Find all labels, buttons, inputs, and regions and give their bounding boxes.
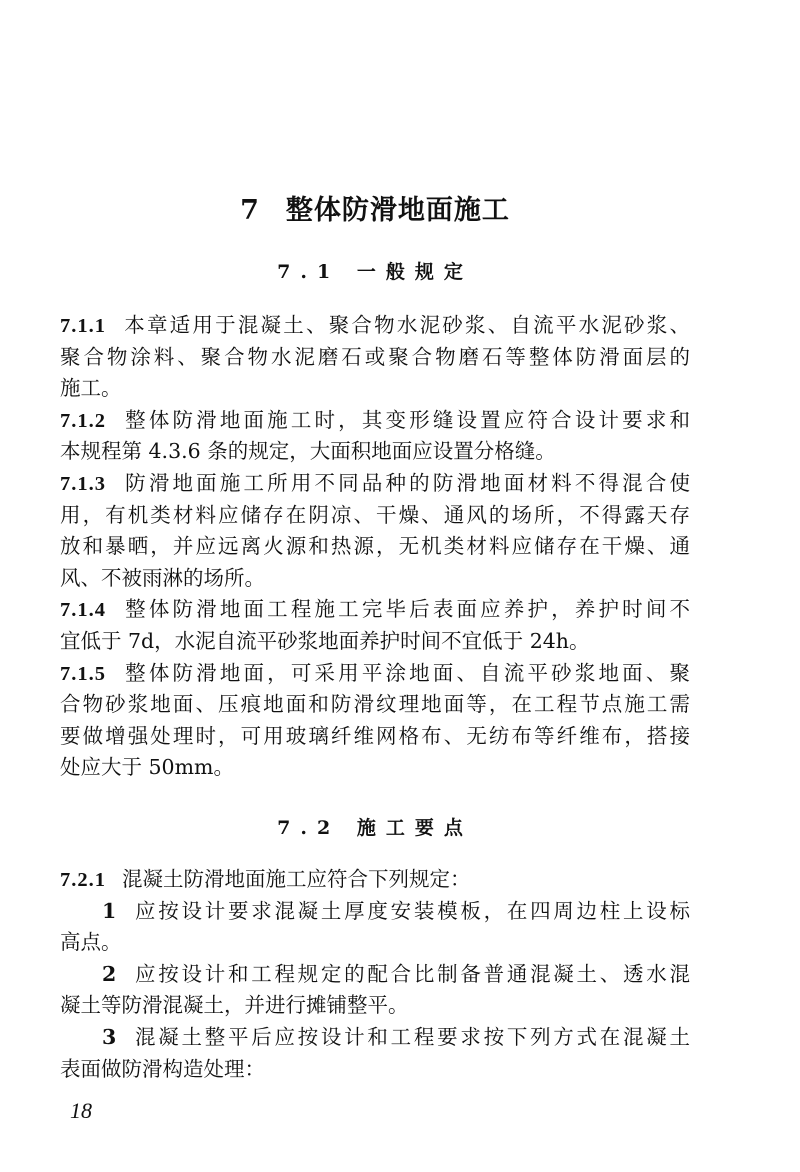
text-line [60,896,690,928]
line-text: 宜低于 7d，水泥自流平砂浆地面养护时间不宜低于 24h。 [60,628,590,653]
item-number: 1 [102,898,117,923]
clause-number: 7.1.1 [60,315,106,337]
line-text: 合物砂浆地面、压痕地面和防滑纹理地面等，在工程节点施工需 [60,692,690,717]
section-general-provisions [60,252,690,784]
line-text: 混凝土防滑地面施工应符合下列规定： [122,867,471,891]
clause-number: 7.1.5 [60,662,106,685]
line-text: 要做增强处理时，可用玻璃纤维网格布、无纺布等纤维布，搭接 [60,723,690,748]
clause-paragraph [60,594,690,657]
line-text: 用，有机类材料应储存在阴凉、干燥、通风的场所，不得露天存 [60,502,690,527]
text-line [60,468,690,500]
line-text: 聚合物涂料、聚合物水泥磨石或聚合物磨石等整体防滑面层的 [60,344,690,369]
line-text: 表面做防滑构造处理： [60,1056,265,1081]
text-line [60,658,690,690]
clause-number: 7.1.2 [60,409,106,432]
text-line [60,626,690,658]
line-text: 整体防滑地面工程施工完毕后表面应养护，养护时间不 [122,597,690,622]
list-item [60,896,690,959]
line-text: 放和暴晒，并应远离火源和热源，无机类材料应储存在干燥、通 [60,534,690,559]
line-text: 施工。 [60,376,122,401]
text-line [60,500,690,532]
item-number: 3 [102,1024,117,1049]
section-construction-points [60,808,690,1085]
line-text: 整体防滑地面施工时，其变形缝设置应符合设计要求和 [122,407,690,432]
text-line [60,864,690,896]
clause-paragraph [60,405,690,468]
chapter-title-text: 整体防滑地面施工 [285,195,510,226]
clause-number: 7.1.4 [60,599,106,622]
line-text: 混凝土整平后应按设计和工程要求按下列方式在混凝土 [132,1024,690,1049]
line-text: 本章适用于混凝土、聚合物水泥砂浆、自流平水泥砂浆、 [122,313,690,337]
line-text: 风、不被雨淋的场所。 [60,565,265,590]
text-line [60,310,690,342]
page-number: 18 [70,1098,92,1123]
clause-paragraph [60,864,690,896]
text-line [60,927,690,959]
chapter-title [60,188,690,227]
text-line [60,531,690,563]
text-line [60,1022,690,1054]
text-line [60,990,690,1022]
text-line [60,959,690,991]
text-line [60,373,690,405]
section-heading: 7.2 施工要点 [277,817,473,839]
clause-paragraph [60,468,690,594]
line-text: 处应大于 50mm。 [60,755,234,780]
chapter-number: 7 [240,195,260,226]
line-text: 应按设计和工程规定的配合比制备普通混凝土、透水混 [132,961,690,986]
line-text: 应按设计要求混凝土厚度安装模板，在四周边柱上设标 [132,898,690,923]
section-heading: 7.1 一般规定 [277,261,473,283]
text-line [60,436,690,468]
text-line [60,594,690,626]
text-line [60,405,690,437]
text-line [60,342,690,374]
text-line [60,721,690,753]
text-line [60,689,690,721]
clause-paragraph [60,310,690,405]
text-line [60,1054,690,1086]
clause-number: 7.1.3 [60,472,106,495]
line-text: 防滑地面施工所用不同品种的防滑地面材料不得混合使 [122,470,690,495]
line-text: 高点。 [60,930,122,955]
clause-number: 7.2.1 [60,869,106,891]
text-line [60,752,690,784]
list-item [60,959,690,1022]
text-line [60,563,690,595]
list-item [60,1022,690,1085]
line-text: 凝土等防滑混凝土，并进行摊铺整平。 [60,993,409,1018]
item-number: 2 [102,961,117,986]
clause-paragraph [60,658,690,784]
line-text: 本规程第 4.3.6 条的规定，大面积地面应设置分格缝。 [60,439,556,464]
line-text: 整体防滑地面，可采用平涂地面、自流平砂浆地面、聚 [122,660,690,685]
